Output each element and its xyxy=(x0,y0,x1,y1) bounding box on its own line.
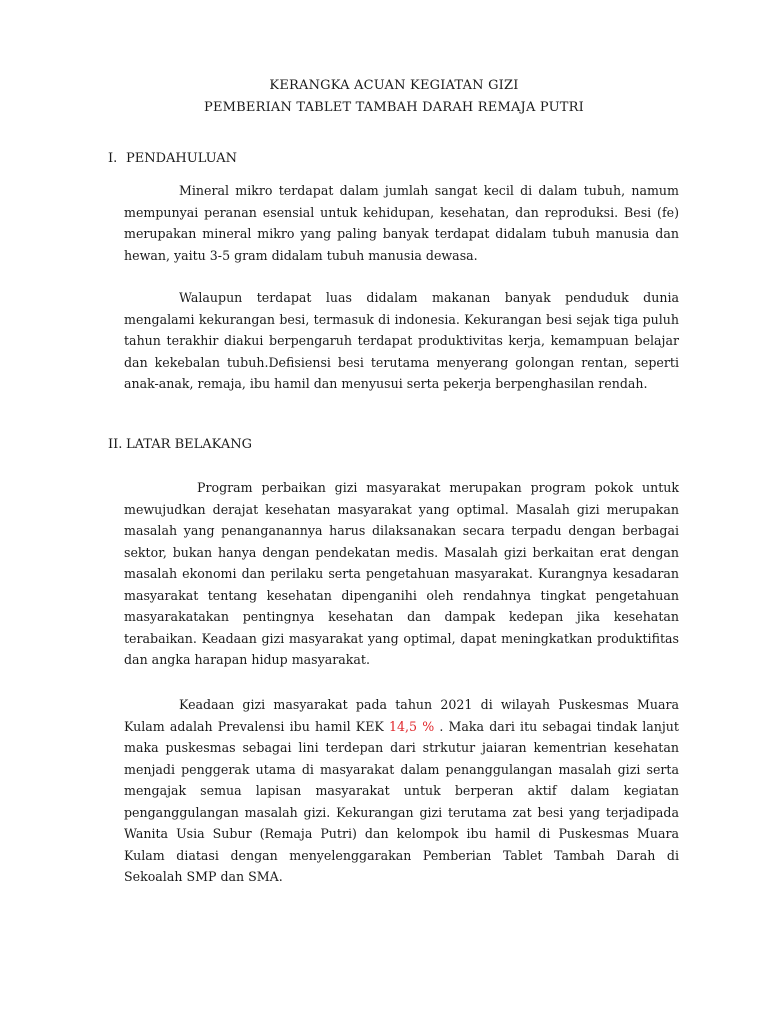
section-number: I. xyxy=(108,151,118,166)
document-title-line-2: PEMBERIAN TABLET TAMBAH DARAH REMAJA PUTRI xyxy=(204,100,584,115)
paragraph: Mineral mikro terdapat dalam jumlah sangat kecil di dalam tubuh, namum mempunyai peranan esensial untuk kehidupan, kesehatan, dan reproduksi. Besi (fe) merupakan mineral mikro yang paling banyak terdapat didalam tubuh manusia dan hewan, yaitu 3-5 gram didalam tubuh manusia dewasa. xyxy=(124,183,679,263)
paragraph-with-highlight xyxy=(124,694,679,888)
section-title: PENDAHULUAN xyxy=(126,151,237,166)
document-title-line-1: KERANGKA ACUAN KEGIATAN GIZI xyxy=(269,78,519,93)
section-heading-latar-belakang xyxy=(108,437,252,452)
section-title: LATAR BELAKANG xyxy=(126,437,252,452)
paragraph: Program perbaikan gizi masyarakat merupakan program pokok untuk mewujudkan derajat kesehatan masyarakat yang optimal. Masalah gizi merupakan masalah yang penanganannya harus dilaksanakan secara terpadu dengan berbagai sektor, bukan hanya dengan pendekatan medis. Masalah gizi berkaitan erat dengan masalah ekonomi dan perilaku serta pengetahuan masyarakat. Kurangnya kesadaran masyarakat tentang kesehatan dipenganihi oleh rendahnya tingkat pengetahuan masyarakatakan pentingnya kesehatan dan dampak kedepan jika kesehatan terabaikan. Keadaan gizi masyarakat yang optimal, dapat meningkatkan produktifitas dan angka harapan hidup masyarakat. xyxy=(124,480,679,667)
paragraph: Walaupun terdapat luas didalam makanan banyak penduduk dunia mengalami kekurangan besi, termasuk di indonesia. Kekurangan besi sejak tiga puluh tahun terakhir diakui berpengaruh terdapat produktivitas kerja, kemampuan belajar dan kekebalan tubuh.Defisiensi besi terutama menyerang golongan rentan, seperti anak-anak, remaja, ibu hamil dan menyusui serta pekerja berpenghasilan rendah. xyxy=(124,290,679,391)
section-heading-pendahuluan xyxy=(108,151,237,166)
paragraph-text-after: . Maka dari itu sebagai tindak lanjut maka puskesmas sebagai lini terdepan dari strkutur jaiaran kementrian kesehatan menjadi penggerak utama di masyarakat dalam penanggulangan masalah gizi serta mengajak semua lapisan masyarakat untuk berperan aktif dalam kegiatan penganggulangan masalah gizi. Kekurangan gizi terutama zat besi yang terjadipada Wanita Usia Subur (Remaja Putri) dan kelompok ibu hamil di Puskesmas Muara Kulam diatasi dengan menyelenggarakan Pemberian Tablet Tambah Darah di Sekoalah SMP dan SMA. xyxy=(124,718,679,884)
highlighted-value: 14,5 % xyxy=(388,718,435,734)
section-number: II. xyxy=(108,437,123,452)
paragraph-text-before: Keadaan gizi masyarakat pada tahun 2021 di wilayah Puskesmas Muara Kulam adalah Prevalensi ibu hamil KEK xyxy=(124,697,679,734)
